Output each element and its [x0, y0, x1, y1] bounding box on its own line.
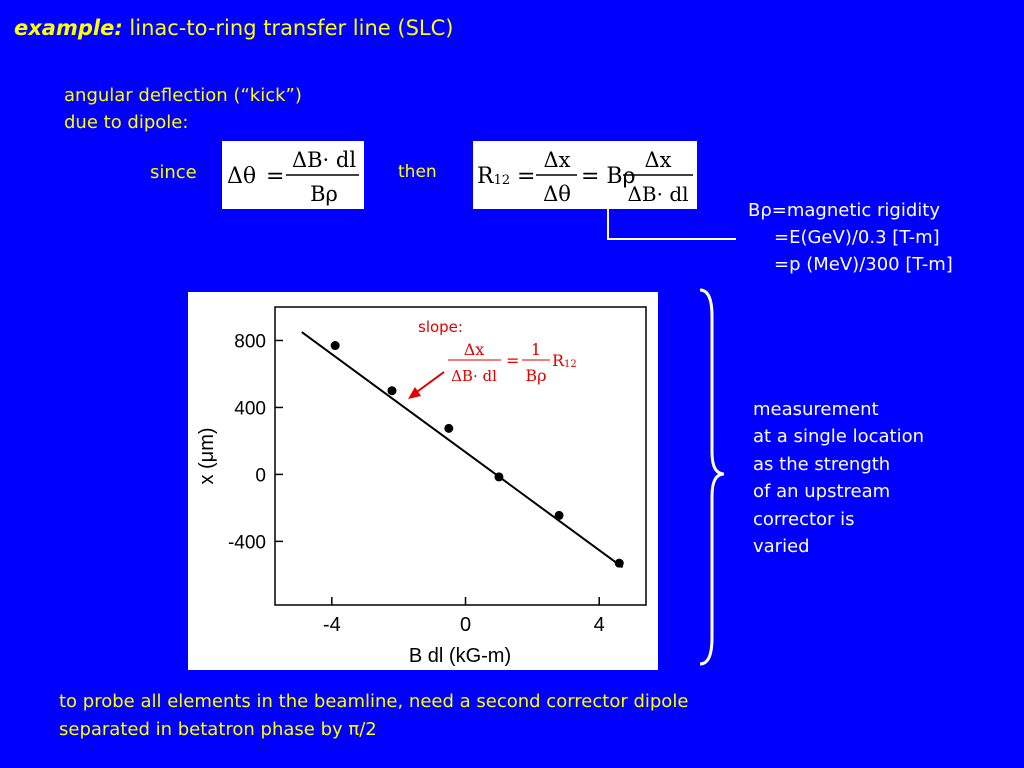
- eq1-lhs: Δθ: [227, 164, 257, 189]
- bottom-line-2: separated in betatron phase by π/2: [59, 719, 377, 740]
- measurement-line-5: corrector is: [753, 508, 855, 530]
- bottom-note: [59, 688, 688, 744]
- slope-equals: =: [506, 351, 520, 370]
- eq1-numerator: ΔB· dl: [291, 148, 357, 172]
- measurement-brace: [696, 286, 730, 668]
- slide-title: [14, 16, 453, 40]
- measurement-line-4: of an upstream: [753, 481, 891, 503]
- data-point: [387, 386, 396, 395]
- measurement-line-1: measurement: [753, 399, 879, 420]
- slope-brho: Bρ: [525, 366, 547, 385]
- measurement-line-3: as the strength: [753, 453, 891, 475]
- y-tick-label: 800: [234, 331, 266, 353]
- slope-one: 1: [530, 340, 542, 359]
- measurement-text: [753, 396, 924, 560]
- eq2-denominator-2: ΔB· dl: [627, 182, 689, 206]
- eq2-denominator-1: Δθ: [543, 182, 571, 206]
- data-point: [555, 511, 564, 520]
- deflection-equation: [222, 141, 364, 209]
- y-axis-label: x (μm): [196, 427, 218, 485]
- rigidity-line-1: Bρ=magnetic rigidity: [748, 200, 940, 221]
- x-tick-label: 4: [593, 614, 605, 636]
- title-text: linac-to-ring transfer line (SLC): [122, 16, 454, 40]
- data-point: [444, 424, 453, 433]
- rigidity-line-3: =p (MeV)/300 [T-m]: [774, 254, 953, 275]
- bdl-scatter-chart: [188, 292, 658, 670]
- slope-numerator: Δx: [463, 340, 485, 359]
- rigidity-pointer-arrow: [596, 190, 742, 246]
- x-tick-label: -4: [322, 614, 341, 636]
- angular-line-2: due to dipole:: [64, 112, 189, 133]
- data-point: [331, 341, 340, 350]
- eq2-numerator-2: Δx: [644, 148, 672, 172]
- x-axis-label: B dl (kG-m): [408, 645, 512, 667]
- y-tick-label: -400: [227, 532, 266, 554]
- slope-denominator: ΔB· dl: [451, 367, 497, 385]
- eq2-lhs: R12: [477, 164, 511, 189]
- slope-r12: R12: [552, 351, 577, 370]
- magnetic-rigidity-note: [748, 197, 953, 278]
- rigidity-line-2: =E(GeV)/0.3 [T-m]: [774, 227, 940, 248]
- eq2-equals-brho: = Bρ: [581, 164, 636, 189]
- angular-line-1: angular deflection (“kick”): [64, 85, 302, 106]
- eq1-equals: =: [266, 164, 285, 189]
- arrow-shaft: [608, 204, 736, 239]
- measurement-line-6: varied: [753, 536, 810, 558]
- brace-path: [700, 290, 724, 664]
- measurement-line-2: at a single location: [753, 426, 924, 448]
- y-tick-label: 400: [234, 398, 266, 420]
- data-point: [494, 472, 503, 481]
- eq1-denominator: Bρ: [310, 182, 338, 206]
- title-example-label: example:: [14, 16, 123, 40]
- eq2-equals-1: =: [517, 164, 536, 189]
- then-label: then: [398, 162, 437, 182]
- angular-deflection-text: [64, 82, 302, 136]
- data-point: [615, 559, 624, 568]
- slope-label: slope:: [418, 318, 463, 336]
- x-tick-label: 0: [459, 614, 472, 636]
- eq2-numerator-1: Δx: [543, 148, 571, 172]
- since-label: since: [150, 162, 197, 183]
- arrow-head: [602, 194, 614, 206]
- y-tick-label: 0: [255, 465, 266, 487]
- bottom-line-1: to probe all elements in the beamline, need a second corrector dipole: [59, 691, 689, 712]
